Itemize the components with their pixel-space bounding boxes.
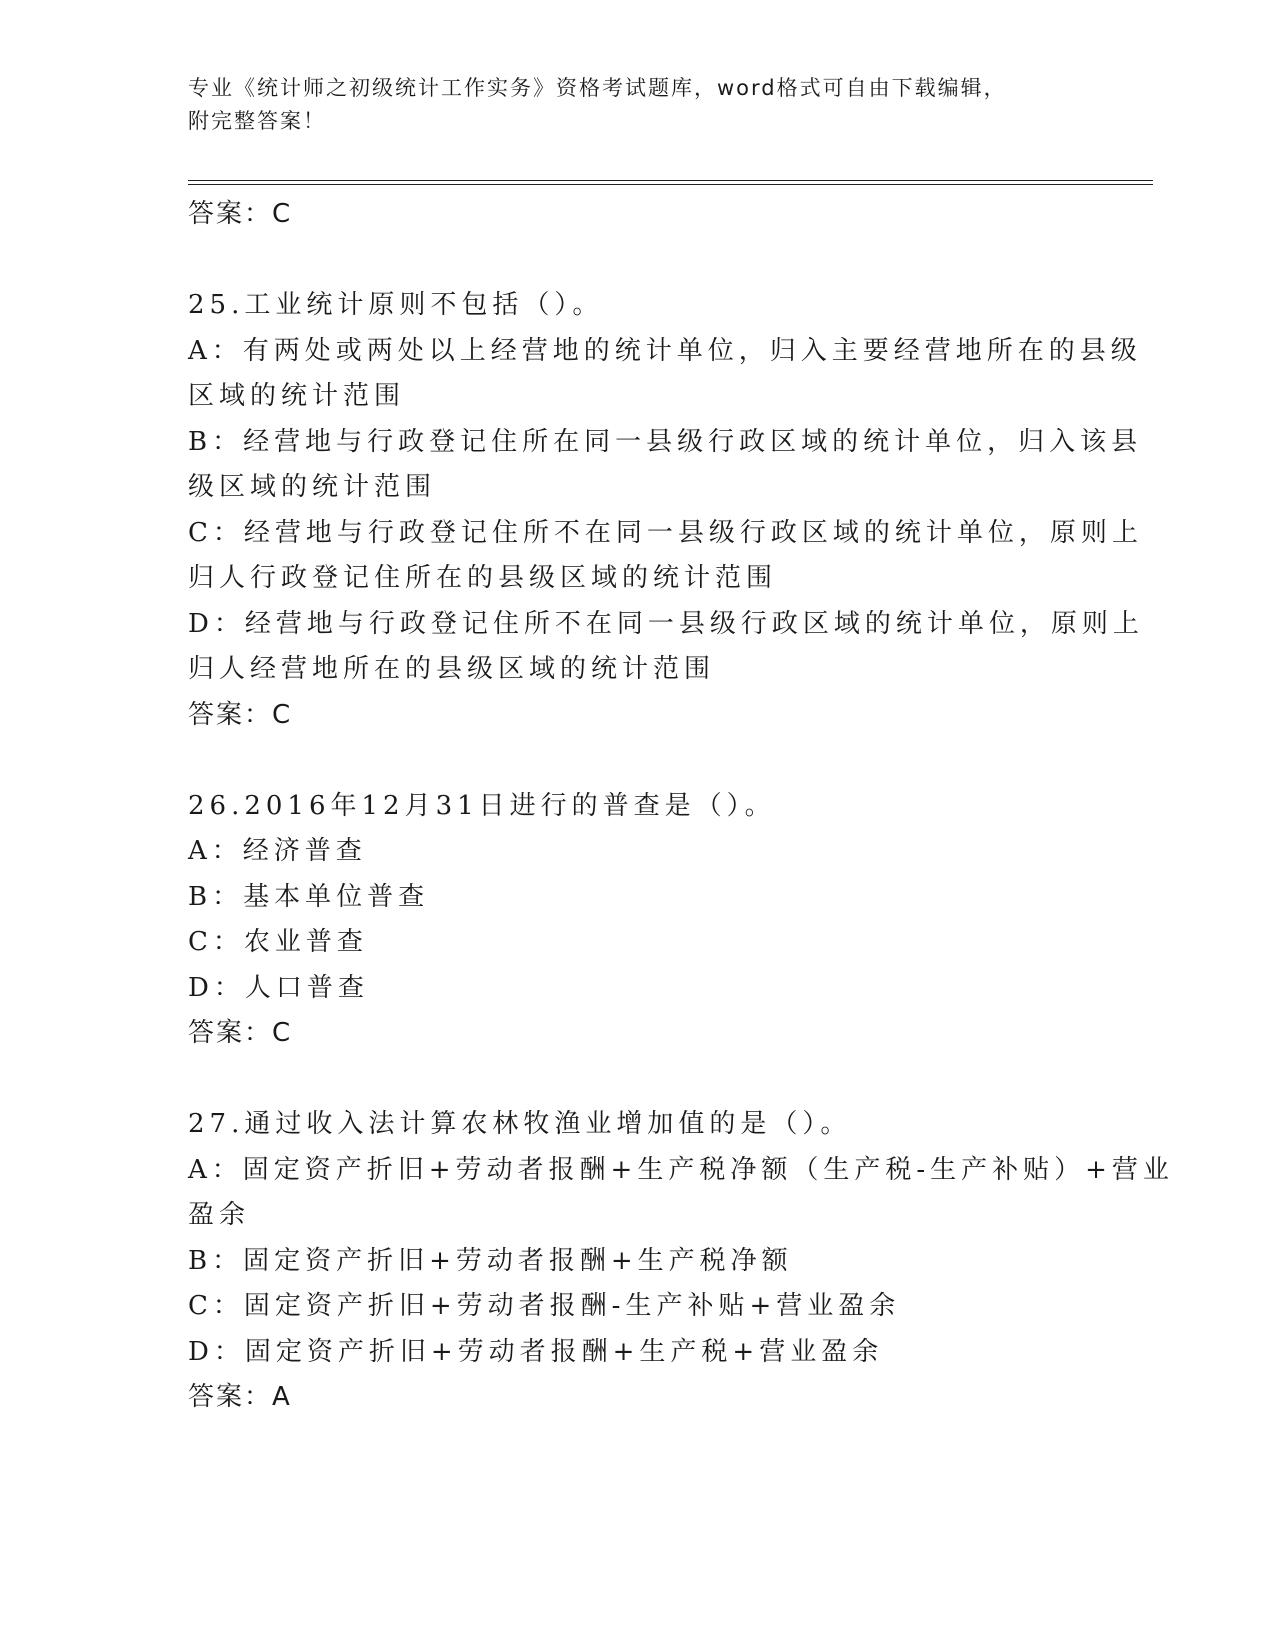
question-26 — [188, 784, 1088, 1057]
option-a: A：经济普查 — [188, 836, 367, 866]
answer: 答案：C — [188, 699, 293, 730]
option-b: B：基本单位普查 — [188, 881, 430, 912]
option-d-continued: 归人经营地所在的县级区域的统计范围 — [188, 654, 716, 684]
option-a: A：固定资产折旧+劳动者报酬+生产税净额（生产税-生产补贴）+营业 — [188, 1154, 1174, 1185]
option-d: D：人口普查 — [188, 972, 369, 1003]
option-b: B：经营地与行政登记住所在同一县级行政区域的统计单位，归入该县 — [188, 426, 1143, 457]
header-line-1: 专业《统计师之初级统计工作实务》资格考试题库，word格式可自由下载编辑， — [188, 76, 1007, 100]
question-stem: 25.工业统计原则不包括（）。 — [188, 290, 604, 320]
answer: 答案：A — [188, 1382, 292, 1412]
spacer — [188, 238, 1088, 284]
option-a-continued: 区域的统计范围 — [188, 381, 406, 411]
option-d: D：固定资产折旧+劳动者报酬+生产税+营业盈余 — [188, 1336, 884, 1367]
question-stem: 26.2016年12月31日进行的普查是（）。 — [188, 790, 776, 821]
option-c-continued: 归人行政登记住所在的县级区域的统计范围 — [188, 563, 778, 593]
question-stem: 27.通过收入法计算农林牧渔业增加值的是（）。 — [188, 1109, 852, 1139]
option-c: C：经营地与行政登记住所不在同一县级行政区域的统计单位，原则上 — [188, 517, 1143, 548]
option-c: C：固定资产折旧+劳动者报酬-生产补贴+营业盈余 — [188, 1291, 901, 1321]
option-b: B：固定资产折旧+劳动者报酬+生产税净额 — [188, 1245, 793, 1276]
option-d: D：经营地与行政登记住所不在同一县级行政区域的统计单位，原则上 — [188, 608, 1144, 639]
document-header — [188, 72, 1068, 138]
header-rule-bottom — [188, 184, 1153, 185]
question-list — [188, 192, 1174, 1421]
option-c: C：农业普查 — [188, 927, 368, 957]
answer: 答案：C — [188, 1018, 293, 1048]
option-a: A：有两处或两处以上经营地的统计单位，归入主要经营地所在的县级 — [188, 335, 1142, 366]
question-25 — [188, 283, 1144, 738]
header-rule-top — [188, 180, 1153, 181]
previous-answer: 答案：C — [188, 199, 293, 229]
question-27 — [188, 1102, 1174, 1421]
option-b-continued: 级区域的统计范围 — [188, 472, 437, 502]
header-line-2: 附完整答案！ — [188, 109, 326, 133]
spacer — [188, 1057, 1088, 1103]
spacer — [188, 738, 1088, 784]
option-a-continued: 盈余 — [188, 1200, 251, 1230]
